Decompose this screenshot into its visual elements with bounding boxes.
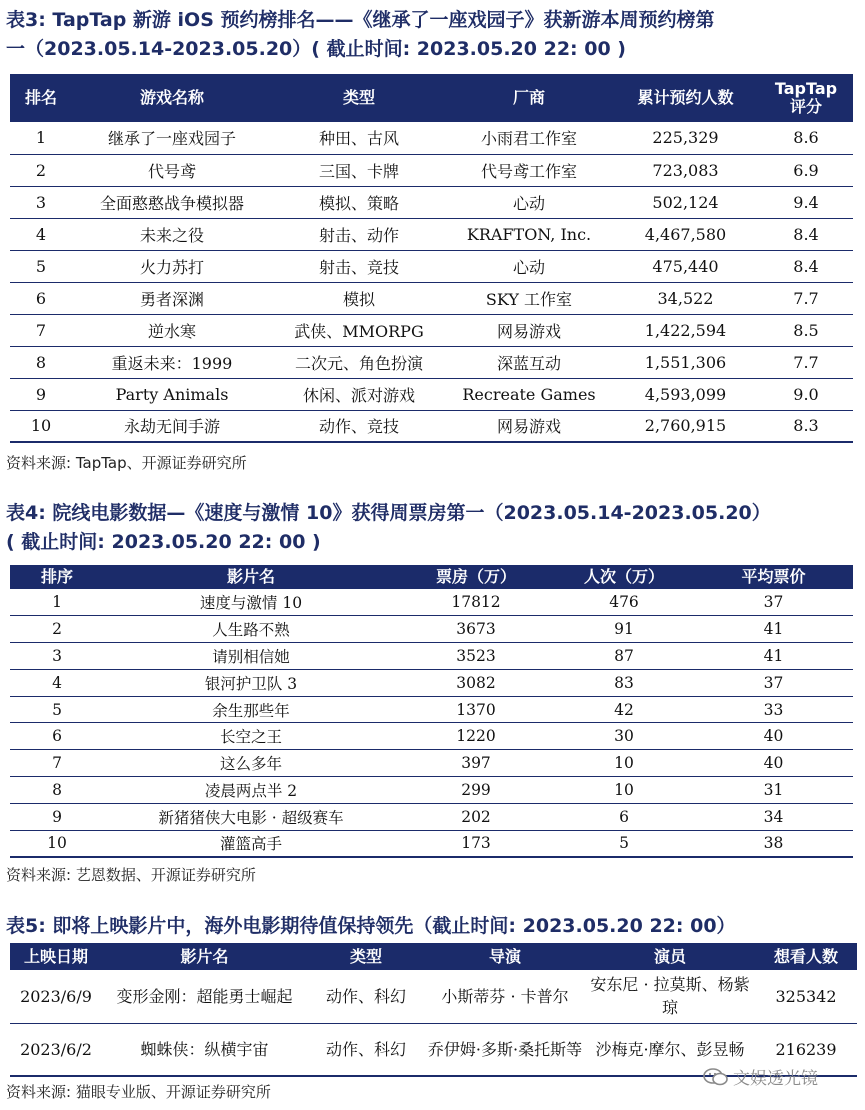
table3-cell: 深蓝互动 (446, 346, 612, 378)
table3-cell: 9.4 (759, 186, 853, 218)
table5-cell: 乔伊姆·多斯·桑托斯等 (427, 1039, 583, 1059)
table4-cell: 银河护卫队 3 (104, 669, 398, 696)
table3-source: 资料来源: TapTap、开源证券研究所 (6, 454, 247, 472)
table4-cell: 5 (10, 696, 104, 723)
table3-row (10, 410, 853, 442)
table3-cell: 2 (10, 154, 72, 186)
table3-cell: 8.6 (759, 122, 853, 154)
table4-cell: 10 (554, 777, 694, 804)
table5-source: 资料来源: 猫眼专业版、开源证券研究所 (6, 1083, 271, 1101)
table3-cell: 10 (30, 416, 52, 436)
table3-row (10, 378, 853, 410)
table4 (10, 565, 853, 858)
table3-cell: 继承了一座戏园子 (72, 122, 272, 154)
table3-header-reservations: 累计预约人数 (612, 74, 759, 122)
table3-cell: 4,467,580 (612, 218, 759, 250)
table3-title-line2: 一（2023.05.14-2023.05.20）( 截止时间: 2023.05.20 22: 00 ) (6, 38, 626, 60)
table3-cell: 6.9 (759, 154, 853, 186)
table3-cell: 射击、动作 (272, 218, 446, 250)
table3-cell: 4 (10, 218, 72, 250)
table4-cell: 6 (554, 803, 694, 830)
table4-header-order: 排序 (10, 565, 104, 589)
table4-body (10, 589, 853, 857)
table5-cell: 2023/6/9 (10, 970, 102, 1023)
table4-row (10, 616, 853, 643)
table3-cell: 7.7 (759, 282, 853, 314)
table3-cell: 8.4 (759, 218, 853, 250)
table3-row (10, 122, 853, 154)
table3-title-line1: 表3: TapTap 新游 iOS 预约榜排名——《继承了一座戏园子》获新游本周预约榜第 (6, 9, 715, 31)
table4-cell: 余生那些年 (104, 696, 398, 723)
table4-cell: 1 (10, 589, 104, 616)
table4-cell: 202 (398, 803, 554, 830)
table4-cell: 40 (694, 750, 853, 777)
table3-cell: 未来之役 (72, 218, 272, 250)
table3-cell: 1 (10, 122, 72, 154)
table5-cell: 蜘蛛侠：纵横宇宙 (140, 1039, 269, 1059)
table3-header-type: 类型 (272, 74, 446, 122)
table3-header-game: 游戏名称 (72, 74, 272, 122)
table3-cell: 动作、竞技 (318, 417, 399, 437)
table5-header-type: 类型 (307, 943, 425, 970)
table3-header-vendor: 厂商 (446, 74, 612, 122)
table4-cell: 299 (398, 777, 554, 804)
table3-header-rank: 排名 (10, 74, 72, 122)
watermark-text: 文娱透光镜 (733, 1069, 818, 1089)
table3-header-row (10, 74, 853, 122)
table3-cell: Party Animals (72, 378, 272, 410)
table4-cell: 1370 (398, 696, 554, 723)
table5-header-row (10, 943, 857, 970)
table5-header-director: 导演 (425, 943, 585, 970)
table3-cell: 小雨君工作室 (446, 122, 612, 154)
table4-cell: 3523 (398, 643, 554, 670)
table4-title (6, 499, 859, 557)
table4-cell: 灌篮高手 (219, 835, 282, 854)
table4-cell: 请别相信她 (104, 643, 398, 670)
table3-cell: 502,124 (612, 186, 759, 218)
table4-cell: 8 (10, 777, 104, 804)
table3-cell: KRAFTON, Inc. (446, 218, 612, 250)
table3-row (10, 314, 853, 346)
table3-cell: 1,422,594 (612, 314, 759, 346)
table4-header-boxoffice: 票房（万） (398, 565, 554, 589)
table4-cell: 37 (694, 669, 853, 696)
table5-header-cast: 演员 (585, 943, 755, 970)
table3-cell: 逆水寒 (72, 314, 272, 346)
table3-cell: 2,760,915 (644, 416, 727, 436)
table3-cell: 8.5 (759, 314, 853, 346)
table4-cell: 34 (694, 803, 853, 830)
table4-header-film: 影片名 (104, 565, 398, 589)
table4-cell: 397 (398, 750, 554, 777)
table4-cell: 476 (554, 589, 694, 616)
table4-row (10, 777, 853, 804)
table4-row (10, 696, 853, 723)
table4-cell: 83 (554, 669, 694, 696)
table5-body (10, 970, 857, 1076)
table3-cell: 心动 (446, 186, 612, 218)
table4-cell: 长空之王 (104, 723, 398, 750)
watermark (703, 1064, 818, 1089)
table5-title (6, 912, 859, 941)
table4-cell: 173 (461, 834, 491, 853)
table4-title-line1: 表4: 院线电影数据—《速度与激情 10》获得周票房第一（2023.05.14-2023.05.20） (6, 502, 771, 524)
table4-cell: 1220 (398, 723, 554, 750)
table4-row (10, 669, 853, 696)
table4-cell: 这么多年 (104, 750, 398, 777)
table3-cell: 8 (10, 346, 72, 378)
table3-header-score (759, 74, 853, 122)
table5-cell: 沙梅克·摩尔、彭昱畅 (595, 1039, 745, 1059)
table3-cell: 9.0 (759, 378, 853, 410)
table3-row (10, 186, 853, 218)
table4-cell: 41 (694, 616, 853, 643)
table5-cell: 变形金刚：超能勇士崛起 (102, 970, 307, 1023)
table3-cell: 模拟 (272, 282, 446, 314)
table4-header-row (10, 565, 853, 589)
table3-row (10, 218, 853, 250)
table3-title (6, 6, 859, 64)
table3-cell: 6 (10, 282, 72, 314)
table4-cell: 37 (694, 589, 853, 616)
table3-cell: 723,083 (612, 154, 759, 186)
table5-header-film: 影片名 (102, 943, 307, 970)
table3-cell: 网易游戏 (446, 314, 612, 346)
table4-cell: 6 (10, 723, 104, 750)
table4-source: 资料来源: 艺恩数据、开源证券研究所 (6, 866, 256, 884)
table3-body (10, 122, 853, 442)
table4-cell: 41 (694, 643, 853, 670)
table3-cell: 网易游戏 (496, 417, 561, 437)
table3-cell: 34,522 (612, 282, 759, 314)
table5-row (10, 970, 857, 1023)
table4-cell: 91 (554, 616, 694, 643)
table4-cell: 新猪猪侠大电影 · 超级赛车 (104, 803, 398, 830)
table4-cell: 30 (554, 723, 694, 750)
table5-cell: 小斯蒂芬 · 卡普尔 (425, 970, 585, 1023)
table3-row (10, 250, 853, 282)
table4-cell: 凌晨两点半 2 (104, 777, 398, 804)
table4-cell: 2 (10, 616, 104, 643)
table3-cell: 9 (10, 378, 72, 410)
table3-cell: 7 (10, 314, 72, 346)
table4-cell: 87 (554, 643, 694, 670)
table3-cell: 代号鸢工作室 (446, 154, 612, 186)
table3-cell: 三国、卡牌 (272, 154, 446, 186)
table5-header-date: 上映日期 (10, 943, 102, 970)
table3-cell: 永劫无间手游 (123, 417, 220, 437)
table3-cell: 勇者深渊 (72, 282, 272, 314)
table4-cell: 人生路不熟 (104, 616, 398, 643)
table3-row (10, 282, 853, 314)
table4-header-avg-price: 平均票价 (694, 565, 853, 589)
table3-header-score-line2: 评分 (789, 97, 822, 116)
table3-header-score-line1: TapTap (774, 79, 838, 98)
table3-cell: 8.4 (759, 250, 853, 282)
table3-cell: 全面憨憨战争模拟器 (72, 186, 272, 218)
table4-row (10, 830, 853, 857)
table3-cell: 8.3 (793, 416, 819, 436)
table3-cell: 1,551,306 (612, 346, 759, 378)
table4-row (10, 589, 853, 616)
table4-cell: 3082 (398, 669, 554, 696)
table3-cell: 武侠、MMORPG (272, 314, 446, 346)
table3-cell: 心动 (446, 250, 612, 282)
table3-cell: 火力苏打 (72, 250, 272, 282)
table3-cell: 重返未来：1999 (72, 346, 272, 378)
table4-row (10, 723, 853, 750)
table4-cell: 3 (10, 643, 104, 670)
table4-cell: 3673 (398, 616, 554, 643)
table3-cell: 475,440 (612, 250, 759, 282)
table3-cell: 种田、古风 (272, 122, 446, 154)
table5-cell: 动作、科幻 (307, 970, 425, 1023)
table5-cell: 325342 (755, 970, 857, 1023)
table4-cell: 33 (694, 696, 853, 723)
wechat-icon (703, 1067, 729, 1087)
table4-cell: 40 (694, 723, 853, 750)
table4-header-admissions: 人次（万） (554, 565, 694, 589)
table4-cell: 10 (47, 834, 67, 853)
table4-row (10, 643, 853, 670)
table3-row (10, 346, 853, 378)
table5-cell: 216239 (775, 1039, 837, 1059)
table5-cell: 2023/6/2 (20, 1039, 92, 1059)
table3-cell: 3 (10, 186, 72, 218)
table3-cell: Recreate Games (446, 378, 612, 410)
table3-row (10, 154, 853, 186)
table4-cell: 4 (10, 669, 104, 696)
table5-cell: 动作、科幻 (325, 1039, 406, 1059)
table3-cell: 射击、竞技 (272, 250, 446, 282)
table3-cell: 代号鸢 (72, 154, 272, 186)
table3 (10, 74, 853, 443)
table4-cell: 7 (10, 750, 104, 777)
table4-cell: 10 (554, 750, 694, 777)
table5-title-line1: 表5: 即将上映影片中，海外电影期待值保持领先（截止时间: 2023.05.20 22: 00） (6, 915, 736, 937)
table4-cell: 31 (694, 777, 853, 804)
table4-cell: 38 (763, 834, 784, 853)
table3-cell: 4,593,099 (612, 378, 759, 410)
table4-row (10, 750, 853, 777)
table4-cell: 17812 (398, 589, 554, 616)
table3-cell: 5 (10, 250, 72, 282)
table3-cell: SKY 工作室 (446, 282, 612, 314)
table5 (10, 943, 857, 1077)
table5-cell: 安东尼 · 拉莫斯、杨紫琼 (585, 970, 755, 1023)
table3-cell: 二次元、角色扮演 (272, 346, 446, 378)
table3-cell: 模拟、策略 (272, 186, 446, 218)
table3-cell: 225,329 (612, 122, 759, 154)
table3-cell: 7.7 (759, 346, 853, 378)
table5-header-want-to-see: 想看人数 (755, 943, 857, 970)
table4-cell: 9 (10, 803, 104, 830)
table4-cell: 5 (619, 834, 629, 853)
table4-row (10, 803, 853, 830)
table4-title-line2: ( 截止时间: 2023.05.20 22: 00 ) (6, 531, 321, 553)
table3-cell: 休闲、派对游戏 (272, 378, 446, 410)
table4-cell: 速度与激情 10 (104, 589, 398, 616)
table4-cell: 42 (554, 696, 694, 723)
